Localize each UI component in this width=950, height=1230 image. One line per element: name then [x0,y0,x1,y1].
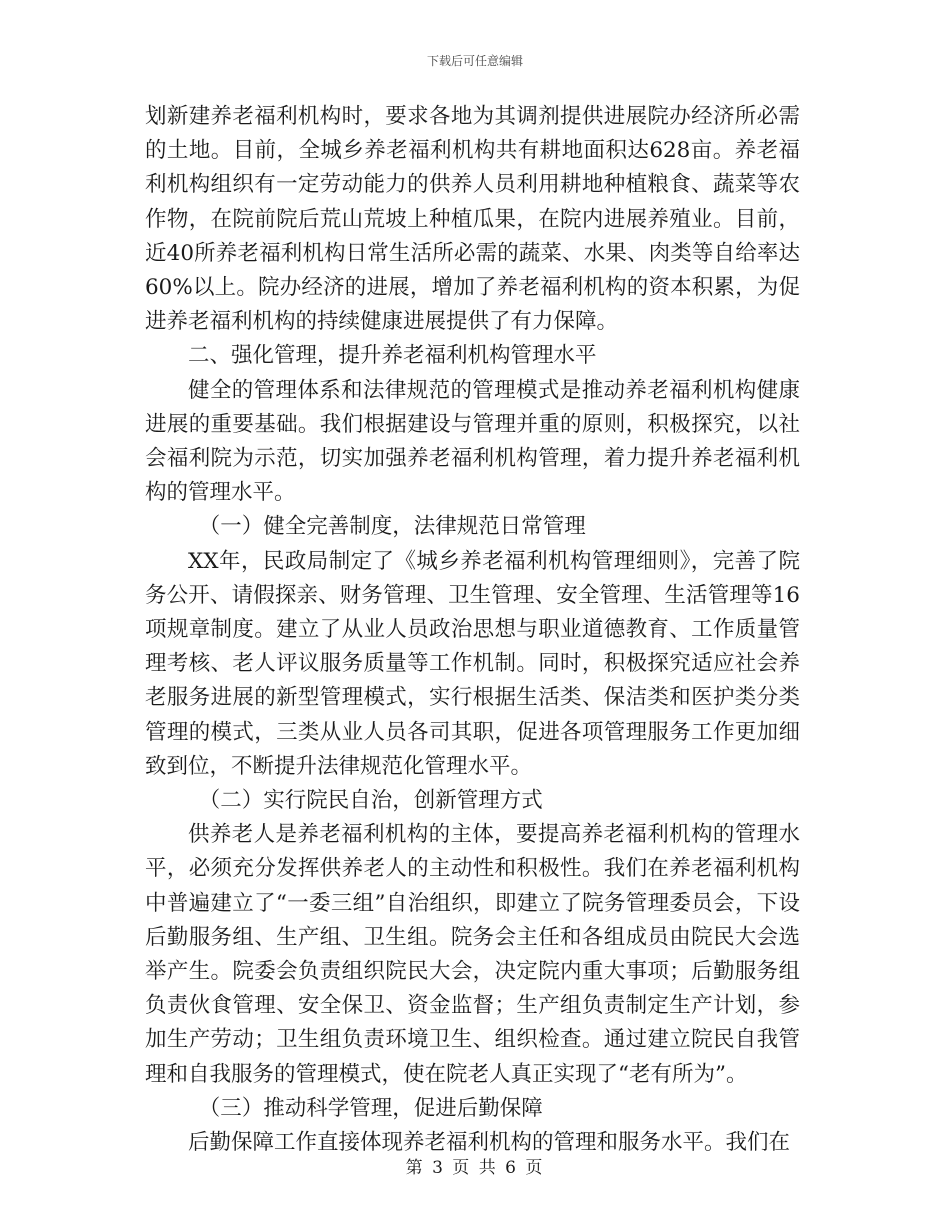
page-header: 下载后可任意编辑 [426,54,523,68]
document-body [145,100,800,1160]
paragraph: 供养老人是养老福利机构的主体，要提高养老福利机构的管理水平，必须充分发挥供养老人的主动性和积极性。我们在养老福利机构中普遍建立了“一委三组”自治组织，即建立了院务管理委员会，下设后勤服务组、生产组、卫生组。院务会主任和各组成员由院民大会选举产生。院委会负责组织院民大会，决定院内重大事项；后勤服务组负责伙食管理、安全保卫、资金监督；生产组负责制定生产计划，参加生产劳动；卫生组负责环境卫生、组织检查。通过建立院民自我管理和自我服务的管理模式，使在院老人真正实现了“老有所为”。 [145,822,800,1087]
paragraph: 健全的管理体系和法律规范的管理模式是推动养老福利机构健康进展的重要基础。我们根据建设与管理并重的原则，积极探究，以社会福利院为示范，切实加强养老福利机构管理，着力提升养老福利机构的管理水平。 [145,377,800,506]
paragraph: XX年，民政局制定了《城乡养老福利机构管理细则》，完善了院务公开、请假探亲、财务管理、卫生管理、安全管理、生活管理等16项规章制度。建立了从业人员政治思想与职业道德教育、工作质量管理考核、老人评议服务质量等工作机制。同时，积极探究适应社会养老服务进展的新型管理模式，实行根据生活类、保洁类和医护类分类管理的模式，三类从业人员各司其职，促进各项管理服务工作更加细致到位，不断提升法律规范化管理水平。 [145,548,800,779]
subsection-heading: （三）推动科学管理，促进后勤保障 [198,1095,543,1121]
paragraph-continued: 划新建养老福利机构时，要求各地为其调剂提供进展院办经济所必需的土地。目前，全城乡养老福利机构共有耕地面积达628亩。养老福利机构组织有一定劳动能力的供养人员利用耕地种植粮食、蔬菜等农作物，在院前院后荒山荒坡上种植瓜果，在院内进展养殖业。目前，近40所养老福利机构日常生活所必需的蔬菜、水果、肉类等自给率达60%以上。院办经济的进展，增加了养老福利机构的资本积累，为促进养老福利机构的持续健康进展提供了有力保障。 [145,104,800,335]
subsection-heading: （二）实行院民自治，创新管理方式 [198,788,543,814]
paragraph: 后勤保障工作直接体现养老福利机构的管理和服务水平。我们在 [188,1130,791,1156]
page-number-footer: 第 3 页 共 6 页 [405,1158,545,1178]
subsection-heading: （一）健全完善制度，法律规范日常管理 [198,514,586,540]
section-heading: 二、强化管理，提升养老福利机构管理水平 [188,343,597,369]
